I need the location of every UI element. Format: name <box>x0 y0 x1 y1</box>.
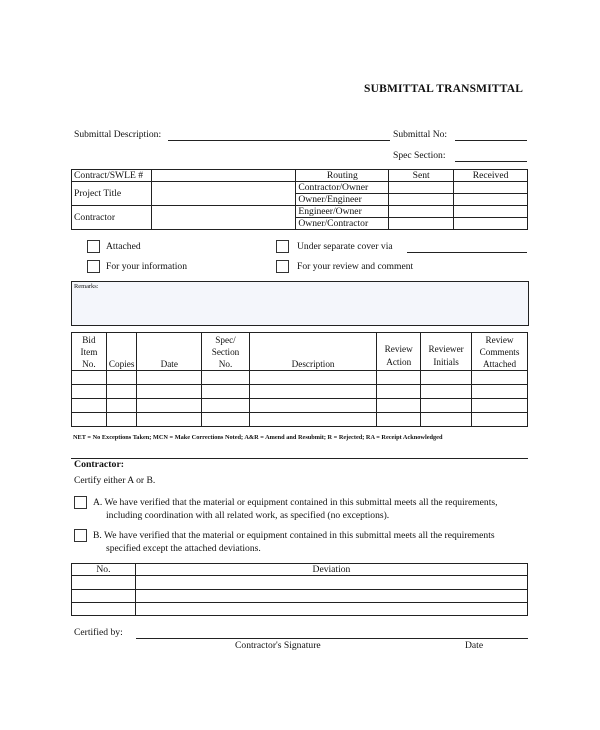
signature-line[interactable] <box>136 638 528 639</box>
received-cell[interactable] <box>454 182 528 194</box>
for-information-label: For your information <box>106 261 188 272</box>
sent-cell[interactable] <box>389 218 454 230</box>
received-cell[interactable] <box>454 218 528 230</box>
option-b-text-line2: specified except the attached deviations. <box>106 543 261 554</box>
date-header: Date <box>137 333 202 371</box>
items-header-row <box>72 333 528 371</box>
deviation-table <box>71 563 528 616</box>
routing-row: Contractor/Owner <box>296 182 389 194</box>
option-b-text-line1: B. We have verified that the material or equipment contained in this submittal meets all the requirements <box>93 530 495 541</box>
sent-cell[interactable] <box>389 206 454 218</box>
date-label: Date <box>465 640 484 651</box>
remarks-box[interactable] <box>71 281 529 326</box>
spec-section-header: Spec/ Section No. <box>202 333 250 371</box>
table-row[interactable] <box>72 576 528 590</box>
submittal-description-label: Submittal Description: <box>74 129 162 140</box>
section-divider <box>71 458 528 459</box>
sent-cell[interactable] <box>389 194 454 206</box>
table-row[interactable] <box>72 590 528 603</box>
reviewer-initials-header: Reviewer Initials <box>421 333 472 371</box>
project-title-label: Project Title <box>72 182 152 206</box>
form-title: SUBMITTAL TRANSMITTAL <box>364 83 524 95</box>
contract-label: Contract/SWLE # <box>72 170 152 182</box>
table-row[interactable] <box>72 399 528 413</box>
contractor-heading: Contractor: <box>74 459 125 470</box>
submittal-no-label: Submittal No: <box>393 129 448 140</box>
table-row[interactable] <box>72 385 528 399</box>
description-header: Description <box>249 333 376 371</box>
routing-row: Owner/Contractor <box>296 218 389 230</box>
items-table <box>71 332 528 427</box>
review-legend: NET = No Exceptions Taken; MCN = Make Corrections Noted; A&R = Amend and Resubmit; R = Rejected; RA = Receipt Acknowledged <box>73 434 443 441</box>
copies-header: Copies <box>106 333 137 371</box>
no-header: No. <box>72 564 136 576</box>
review-comments-header: Review Comments Attached <box>472 333 528 371</box>
attached-checkbox[interactable] <box>87 240 100 253</box>
certify-text: Certify either A or B. <box>74 475 156 486</box>
separate-cover-label: Under separate cover via <box>297 241 393 252</box>
contractor-label: Contractor <box>72 206 152 230</box>
sent-cell[interactable] <box>389 182 454 194</box>
received-header: Received <box>454 170 528 182</box>
option-b-checkbox[interactable] <box>74 529 87 542</box>
option-a-text-line1: A. We have verified that the material or equipment contained in this submittal meets all the requirements, <box>93 497 498 508</box>
project-title-field[interactable] <box>151 182 295 206</box>
project-info-table <box>71 169 528 230</box>
option-a-text-line2: including coordination with all related work, as specified (no exceptions). <box>106 510 390 521</box>
review-action-header: Review Action <box>377 333 421 371</box>
routing-row: Engineer/Owner <box>296 206 389 218</box>
submittal-no-field[interactable] <box>455 140 527 141</box>
contract-field[interactable] <box>151 170 295 182</box>
review-comment-checkbox[interactable] <box>276 260 289 273</box>
option-a-checkbox[interactable] <box>74 496 87 509</box>
review-comment-label: For your review and comment <box>297 261 414 272</box>
routing-header: Routing <box>296 170 389 182</box>
routing-row: Owner/Engineer <box>296 194 389 206</box>
spec-section-label: Spec Section: <box>393 150 446 161</box>
for-information-checkbox[interactable] <box>87 260 100 273</box>
separate-cover-field[interactable] <box>407 252 527 253</box>
table-row[interactable] <box>72 413 528 427</box>
table-row[interactable] <box>72 371 528 385</box>
attached-label: Attached <box>106 241 141 252</box>
submittal-description-field[interactable] <box>168 140 390 141</box>
table-row[interactable] <box>72 603 528 616</box>
contractor-signature-label: Contractor's Signature <box>235 640 321 651</box>
deviation-header: Deviation <box>135 564 527 576</box>
sent-header: Sent <box>389 170 454 182</box>
received-cell[interactable] <box>454 194 528 206</box>
bid-item-header: Bid Item No. <box>72 333 107 371</box>
certified-by-label: Certified by: <box>74 627 123 638</box>
remarks-label: Remarks: <box>74 283 99 290</box>
spec-section-field[interactable] <box>455 161 527 162</box>
received-cell[interactable] <box>454 206 528 218</box>
separate-cover-checkbox[interactable] <box>276 240 289 253</box>
contractor-field[interactable] <box>151 206 295 230</box>
